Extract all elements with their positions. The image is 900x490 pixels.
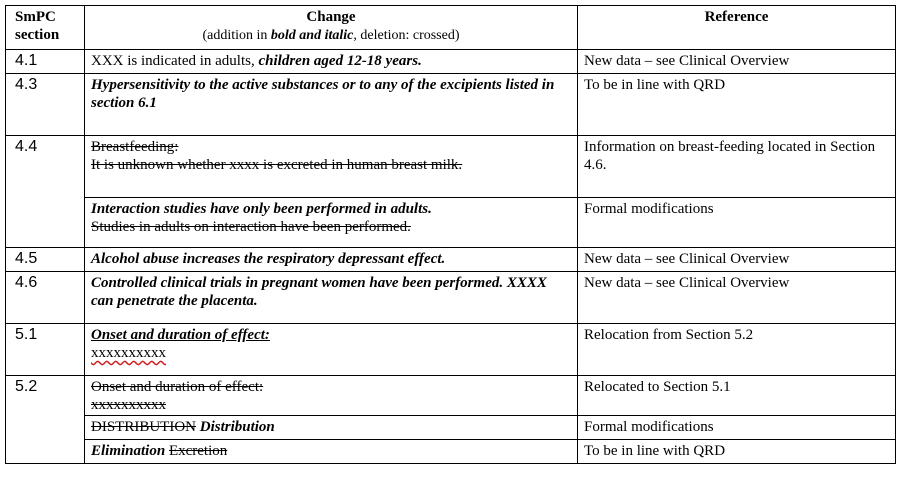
change-plain: XXX is indicated in adults,: [91, 53, 259, 69]
change-placeholder: xxxxxxxxxx: [91, 345, 166, 361]
change-added: Controlled clinical trials in pregnant women have been performed. XXXX can penetrate the placenta.: [91, 275, 547, 309]
row-change: [85, 416, 578, 440]
table-row: [6, 198, 896, 248]
table-row: [6, 272, 896, 324]
table-row: [6, 416, 896, 440]
row-section: 4.4: [6, 136, 85, 248]
row-change: [85, 198, 578, 248]
row-change: [85, 248, 578, 272]
table-row: [6, 376, 896, 416]
change-deleted-title: Onset and duration of effect:: [91, 379, 264, 395]
row-section: 4.6: [6, 272, 85, 324]
header-sub-prefix: (addition in: [202, 28, 271, 43]
table-row: [6, 248, 896, 272]
row-change: [85, 376, 578, 416]
change-deleted-title: Breastfeeding:: [91, 139, 179, 155]
table-row: [6, 50, 896, 74]
header-sub-suffix: , deletion: crossed): [353, 28, 460, 43]
row-change: [85, 136, 578, 198]
row-reference: Formal modifications: [578, 198, 896, 248]
row-change: [85, 74, 578, 136]
change-added: Interaction studies have only been performed in adults.: [91, 201, 432, 217]
header-sub-bold: bold and italic: [270, 28, 354, 43]
change-added: Distribution: [199, 419, 275, 435]
header-change: [85, 6, 578, 50]
change-deleted: Excretion: [168, 443, 228, 459]
change-end: .: [418, 53, 422, 69]
table-row: [6, 324, 896, 376]
row-section: 4.1: [6, 50, 85, 74]
row-change: [85, 272, 578, 324]
table-row: [6, 74, 896, 136]
row-reference: New data – see Clinical Overview: [578, 272, 896, 324]
row-section: 5.1: [6, 324, 85, 376]
row-change: [85, 324, 578, 376]
row-change: [85, 50, 578, 74]
row-reference: Information on breast-feeding located in Section 4.6.: [578, 136, 896, 198]
row-section: 5.2: [6, 376, 85, 464]
table-row: [6, 136, 896, 198]
row-reference: New data – see Clinical Overview: [578, 50, 896, 74]
row-reference: To be in line with QRD: [578, 440, 896, 464]
change-deleted: Studies in adults on interaction have been performed.: [91, 219, 411, 235]
header-change-subtitle: [202, 28, 459, 43]
header-row: [6, 6, 896, 50]
row-section: 4.3: [6, 74, 85, 136]
row-reference: New data – see Clinical Overview: [578, 248, 896, 272]
smpc-changes-table: [5, 5, 896, 464]
change-added: children aged 12-18 years: [258, 53, 419, 69]
change-deleted: DISTRIBUTION: [91, 419, 196, 435]
row-change: [85, 440, 578, 464]
row-reference: To be in line with QRD: [578, 74, 896, 136]
header-change-title: Change: [306, 9, 356, 25]
change-added: Alcohol abuse increases the respiratory depressant effect.: [91, 251, 446, 267]
change-added: Elimination: [91, 443, 166, 459]
change-deleted-placeholder: xxxxxxxxxx: [91, 397, 166, 413]
change-added: Hypersensitivity to the active substances or to any of the excipients listed in section 6.1: [91, 77, 555, 111]
table-row: [6, 440, 896, 464]
header-section: SmPC section: [6, 6, 85, 50]
row-reference: Relocation from Section 5.2: [578, 324, 896, 376]
row-section: 4.5: [6, 248, 85, 272]
change-added: Onset and duration of effect:: [91, 327, 270, 343]
header-reference: Reference: [578, 6, 896, 50]
change-deleted: It is unknown whether xxxx is excreted in human breast milk.: [91, 157, 463, 173]
row-reference: Relocated to Section 5.1: [578, 376, 896, 416]
row-reference: Formal modifications: [578, 416, 896, 440]
